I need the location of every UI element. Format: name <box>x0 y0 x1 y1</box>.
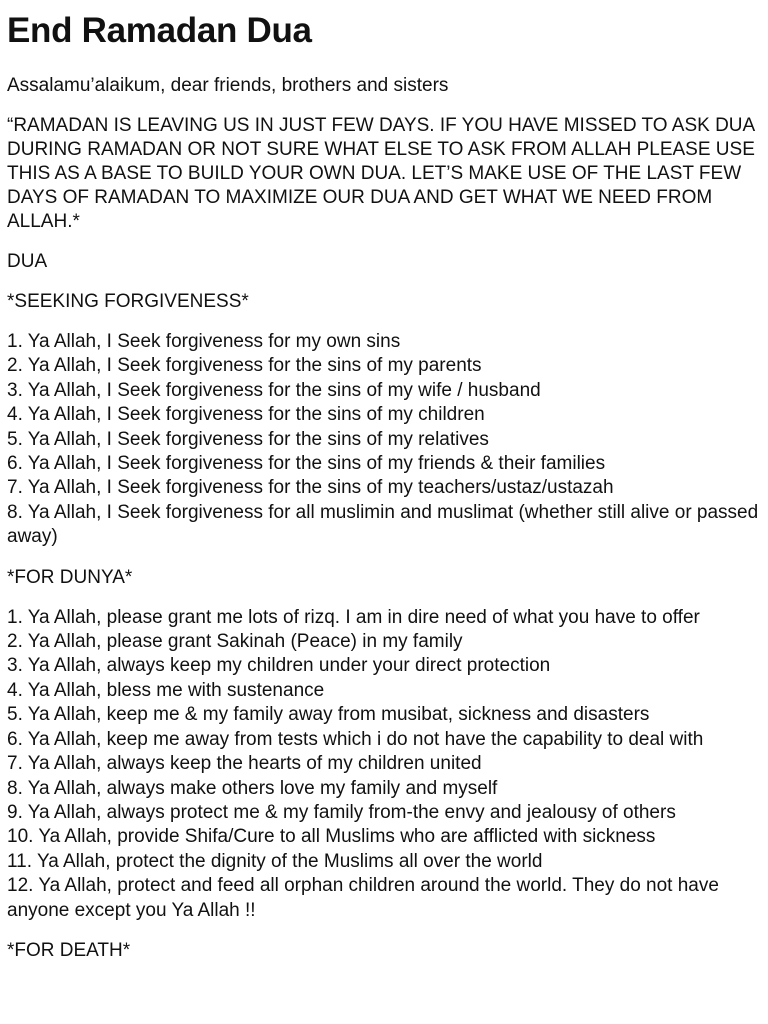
list-item: 5. Ya Allah, keep me & my family away from musibat, sickness and disasters <box>7 704 650 726</box>
intro-paragraph: “RAMADAN IS LEAVING US IN JUST FEW DAYS. IF YOU HAVE MISSED TO ASK DUA DURING RAMADAN OR NOT SURE WHAT ELSE TO ASK FROM ALLAH PLEASE USE THIS AS A BASE TO BUILD YOUR OWN DUA. LET’S MAKE USE OF THE LAST FEW DAYS OF RAMADAN TO MAXIMIZE OUR DUA AND GET WHAT WE NEED FROM ALLAH.* <box>7 115 755 232</box>
greeting-text: Assalamu’alaikum, dear friends, brothers and sisters <box>7 75 449 96</box>
dunya-list <box>7 606 761 923</box>
list-item: 2. Ya Allah, please grant Sakinah (Peace) in my family <box>7 631 463 653</box>
list-item: 6. Ya Allah, I Seek forgiveness for the sins of my friends & their families <box>7 453 606 475</box>
list-item: 2. Ya Allah, I Seek forgiveness for the sins of my parents <box>7 355 482 377</box>
section-heading-forgiveness: *SEEKING FORGIVENESS* <box>7 291 249 312</box>
list-item: 4. Ya Allah, I Seek forgiveness for the sins of my children <box>7 404 485 426</box>
list-item: 8. Ya Allah, always make others love my family and myself <box>7 777 498 799</box>
page-title: End Ramadan Dua <box>7 11 312 50</box>
list-item: 11. Ya Allah, protect the dignity of the Muslims all over the world <box>7 850 543 872</box>
list-item: 1. Ya Allah, I Seek forgiveness for my own sins <box>7 331 401 352</box>
list-item: 3. Ya Allah, always keep my children under your direct protection <box>7 655 551 677</box>
list-item: 1. Ya Allah, please grant me lots of rizq. I am in dire need of what you have to offer <box>7 606 700 628</box>
list-item: 3. Ya Allah, I Seek forgiveness for the sins of my wife / husband <box>7 379 541 401</box>
forgiveness-list <box>7 330 761 550</box>
section-heading-death: *FOR DEATH* <box>7 939 131 961</box>
list-item: 12. Ya Allah, protect and feed all orphan children around the world. They do not have anyone except you Ya Allah !! <box>7 875 719 921</box>
dua-label: DUA <box>7 251 48 272</box>
list-item: 9. Ya Allah, always protect me & my family from-the envy and jealousy of others <box>7 801 676 823</box>
list-item: 7. Ya Allah, I Seek forgiveness for the sins of my teachers/ustaz/ustazah <box>7 477 614 499</box>
list-item: 8. Ya Allah, I Seek forgiveness for all muslimin and muslimat (whether still alive or passed away) <box>7 501 759 548</box>
list-item: 5. Ya Allah, I Seek forgiveness for the sins of my relatives <box>7 428 489 450</box>
list-item: 7. Ya Allah, always keep the hearts of my children united <box>7 753 482 775</box>
list-item: 4. Ya Allah, bless me with sustenance <box>7 679 325 701</box>
list-item: 10. Ya Allah, provide Shifa/Cure to all Muslims who are afflicted with sickness <box>7 826 656 848</box>
list-item: 6. Ya Allah, keep me away from tests which i do not have the capability to deal with <box>7 728 704 750</box>
section-heading-dunya: *FOR DUNYA* <box>7 566 133 588</box>
